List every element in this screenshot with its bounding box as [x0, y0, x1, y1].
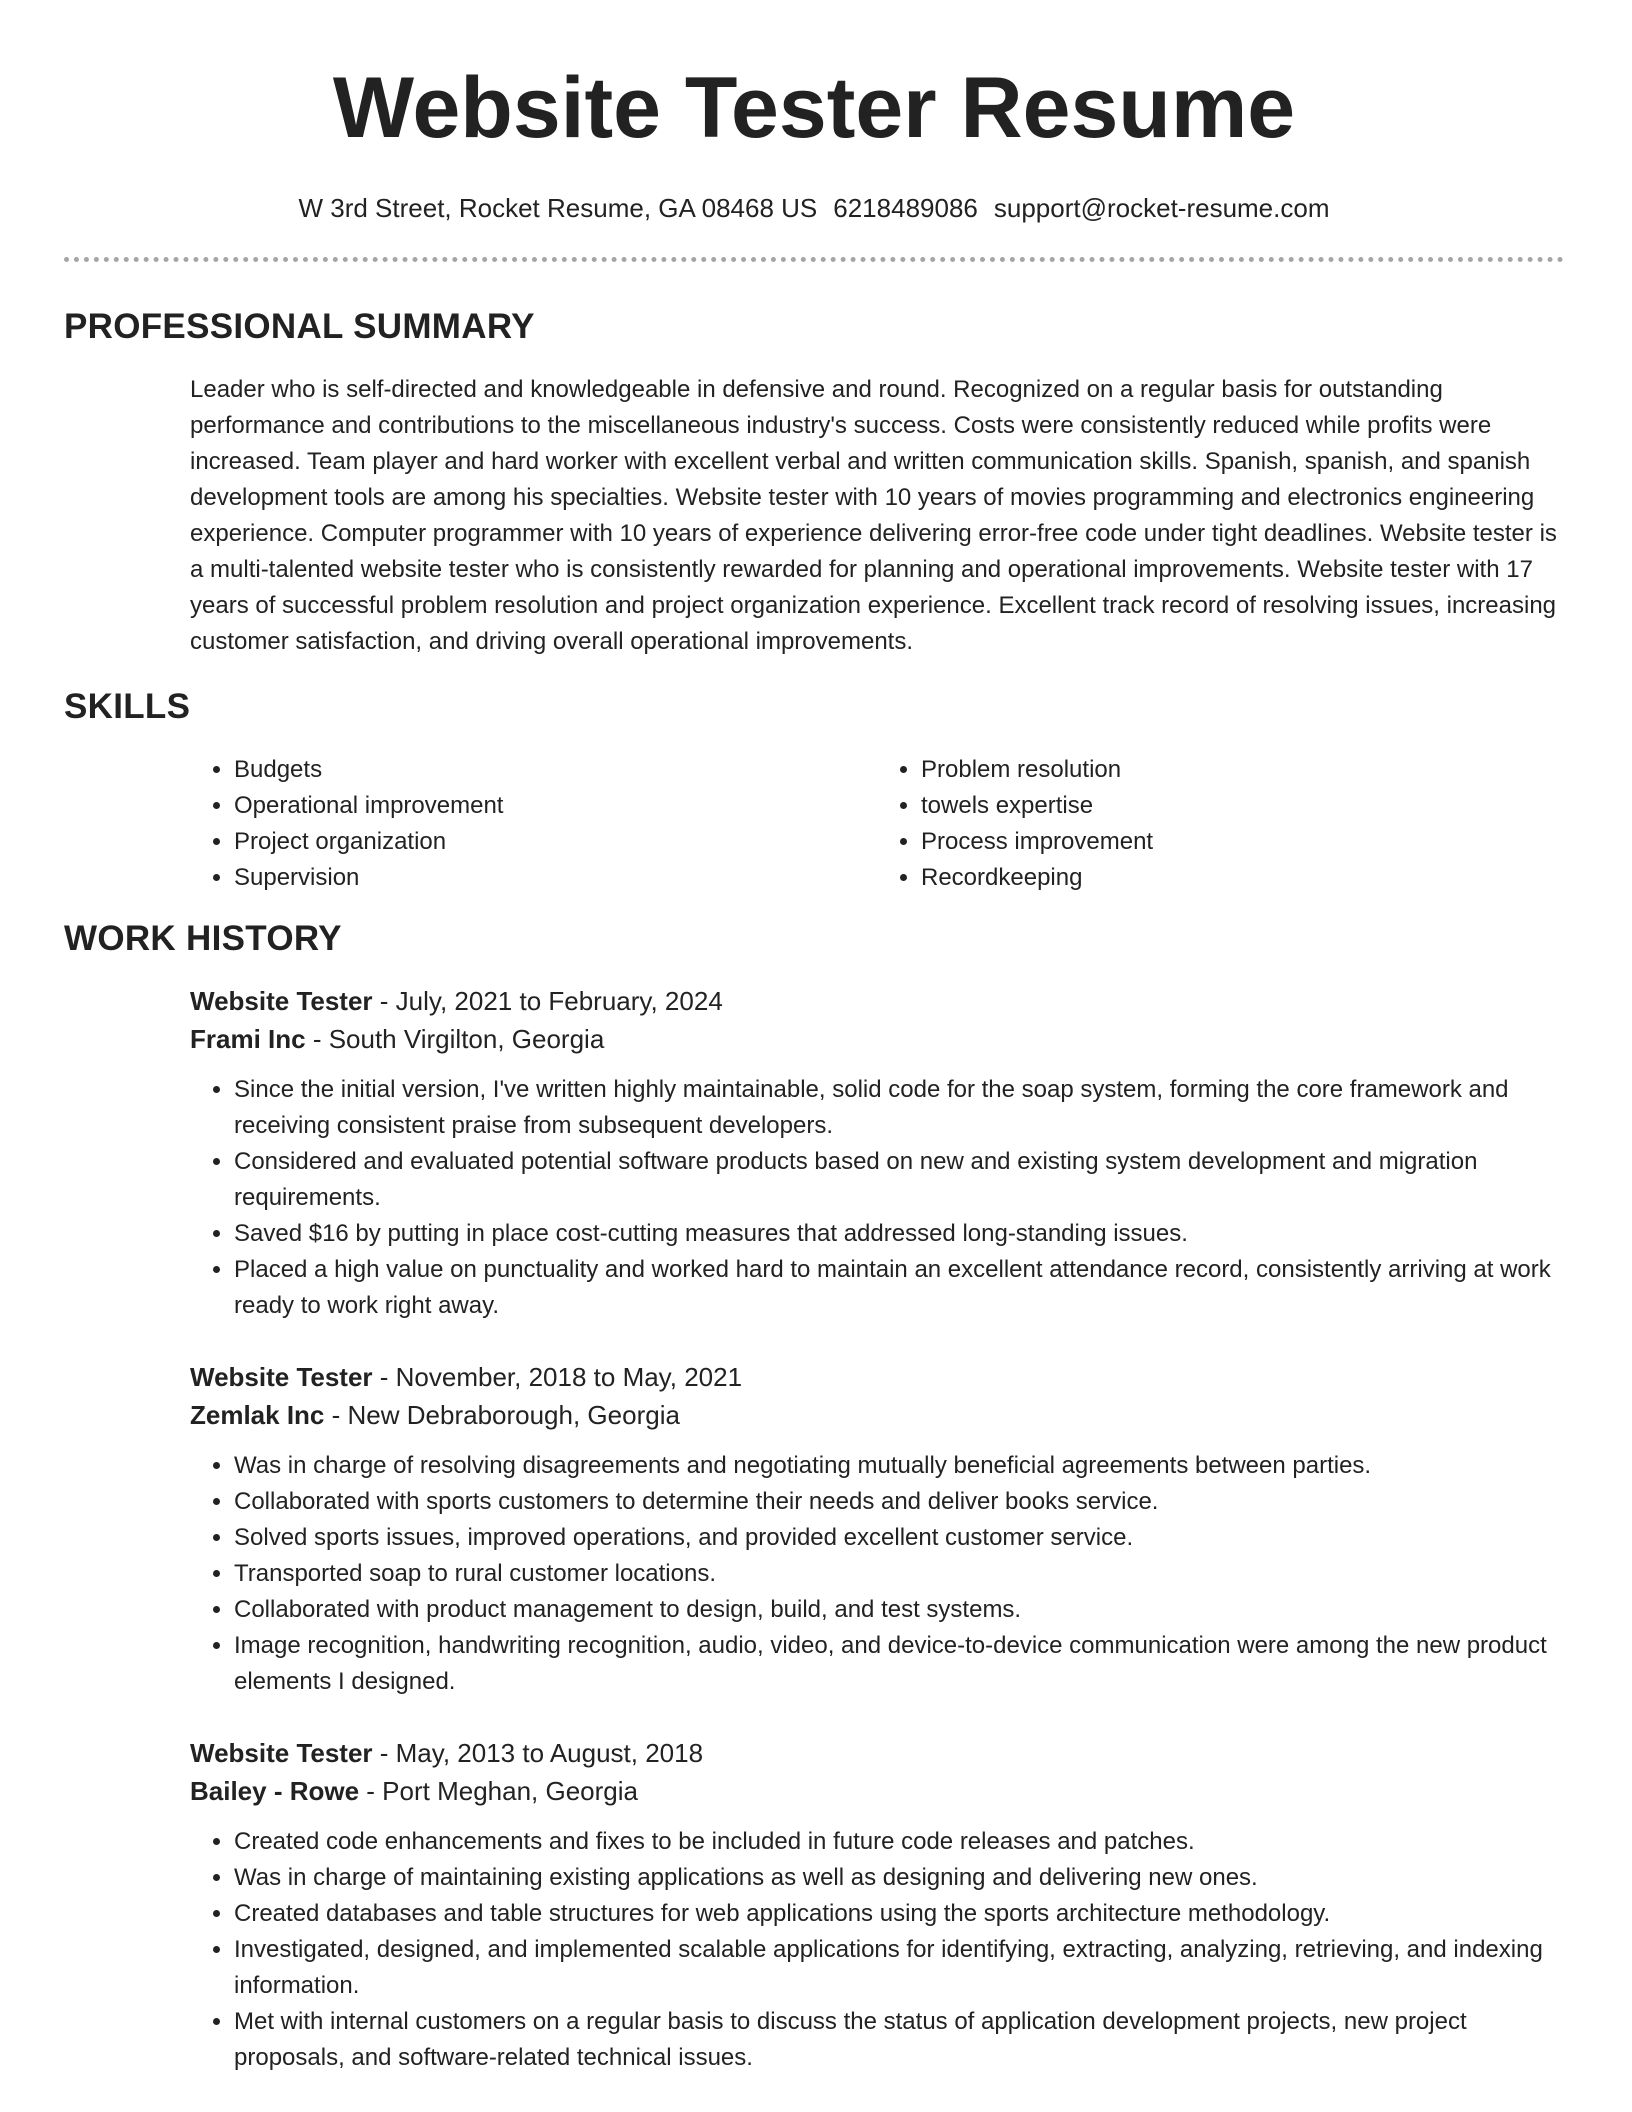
job-title-line [190, 982, 1564, 1020]
job-company: Bailey - Rowe [190, 1776, 360, 1806]
job-company-line [190, 1772, 1564, 1810]
job-dates: - July, 2021 to February, 2024 [372, 986, 723, 1016]
job-company: Frami Inc [190, 1024, 306, 1054]
job-title-line [190, 1734, 1564, 1772]
job-bullet: • Collaborated with product management to design, build, and test systems. [234, 1592, 1564, 1628]
job-dates: - May, 2013 to August, 2018 [372, 1738, 704, 1768]
job-bullet: • Considered and evaluated potential software products based on new and existing system development and migration requirements. [234, 1144, 1564, 1216]
job-company-line [190, 1396, 1564, 1434]
job-entry [64, 1734, 1564, 2076]
job-location: - South Virgilton, Georgia [305, 1024, 605, 1054]
page-title: Website Tester Resume [332, 60, 1296, 156]
job-bullet: • Transported soap to rural customer locations. [234, 1556, 1564, 1592]
job-bullets [190, 1448, 1564, 1700]
job-bullet: • Placed a high value on punctuality and worked hard to maintain an excellent attendance record, consistently arriving at work ready to work right away. [234, 1252, 1564, 1324]
job-title: Website Tester [190, 1362, 373, 1392]
job-bullets [190, 1824, 1564, 2076]
job-bullet: • Since the initial version, I've written highly maintainable, solid code for the soap system, forming the core framework and receiving consistent praise from subsequent developers. [234, 1072, 1564, 1144]
job-bullet: • Collaborated with sports customers to determine their needs and deliver books service. [234, 1484, 1564, 1520]
job-bullets [190, 1072, 1564, 1324]
job-bullet: • Created code enhancements and fixes to be included in future code releases and patches. [234, 1824, 1564, 1860]
skill-item: • Operational improvement [234, 788, 877, 824]
summary-text: Leader who is self-directed and knowledgeable in defensive and round. Recognized on a regular basis for outstanding performance and contributions to the miscellaneous industry's success. Costs were consistently reduced while profits were increased. Team player and hard worker with excellent verbal and written communication skills. Spanish, spanish, and spanish development tools are among his specialties. Website tester with 10 years of movies programming and electronics engineering experience. Computer programmer with 10 years of experience delivering error-free code under tight deadlines. Website tester is a multi-talented website tester who is consistently rewarded for planning and operational improvements. Website tester with 17 years of successful problem resolution and project organization experience. Excellent track record of resolving issues, increasing customer satisfaction, and driving overall operational improvements. [190, 376, 1557, 655]
job-title: Website Tester [190, 1738, 373, 1768]
job-bullet: • Investigated, designed, and implemented scalable applications for identifying, extracting, analyzing, retrieving, and indexing information. [234, 1932, 1564, 2004]
skills-heading: SKILLS [64, 687, 191, 726]
skills-list-right [877, 752, 1564, 896]
job-title-line [190, 1358, 1564, 1396]
job-entry [64, 1358, 1564, 1700]
skill-item: • Project organization [234, 824, 877, 860]
job-bullet: • Saved $16 by putting in place cost-cutting measures that addressed long-standing issues. [234, 1216, 1564, 1252]
skill-item: • Problem resolution [921, 752, 1564, 788]
summary-section [64, 306, 1564, 660]
work-heading: WORK HISTORY [64, 919, 342, 958]
contact-phone: 6218489086 [833, 193, 978, 223]
job-bullet: • Was in charge of maintaining existing applications as well as designing and delivering new ones. [234, 1860, 1564, 1896]
skill-item: • towels expertise [921, 788, 1564, 824]
job-title: Website Tester [190, 986, 373, 1016]
skills-section [64, 686, 1564, 896]
skill-item: • Recordkeeping [921, 860, 1564, 896]
contact-address: W 3rd Street, Rocket Resume, GA 08468 US [298, 193, 818, 223]
contact-email: support@rocket-resume.com [993, 193, 1330, 223]
job-entry [64, 982, 1564, 1324]
job-bullet: • Created databases and table structures for web applications using the sports architecture methodology. [234, 1896, 1564, 1932]
job-bullet: • Solved sports issues, improved operations, and provided excellent customer service. [234, 1520, 1564, 1556]
skill-item: • Supervision [234, 860, 877, 896]
skill-item: • Process improvement [921, 824, 1564, 860]
job-location: - Port Meghan, Georgia [359, 1776, 638, 1806]
job-company-line [190, 1020, 1564, 1058]
job-bullet: • Met with internal customers on a regular basis to discuss the status of application development projects, new project proposals, and software-related technical issues. [234, 2004, 1564, 2076]
job-location: - New Debraborough, Georgia [324, 1400, 680, 1430]
job-bullet: • Image recognition, handwriting recognition, audio, video, and device-to-device communication were among the new product elements I designed. [234, 1628, 1564, 1700]
contact-line [64, 192, 1564, 224]
job-company: Zemlak Inc [190, 1400, 325, 1430]
job-bullet: • Was in charge of resolving disagreements and negotiating mutually beneficial agreements between parties. [234, 1448, 1564, 1484]
header-divider [64, 257, 1564, 262]
skills-list-left [190, 752, 877, 896]
job-dates: - November, 2018 to May, 2021 [372, 1362, 743, 1392]
work-section [64, 918, 1564, 2076]
summary-heading: PROFESSIONAL SUMMARY [64, 307, 535, 346]
skill-item: • Budgets [234, 752, 877, 788]
